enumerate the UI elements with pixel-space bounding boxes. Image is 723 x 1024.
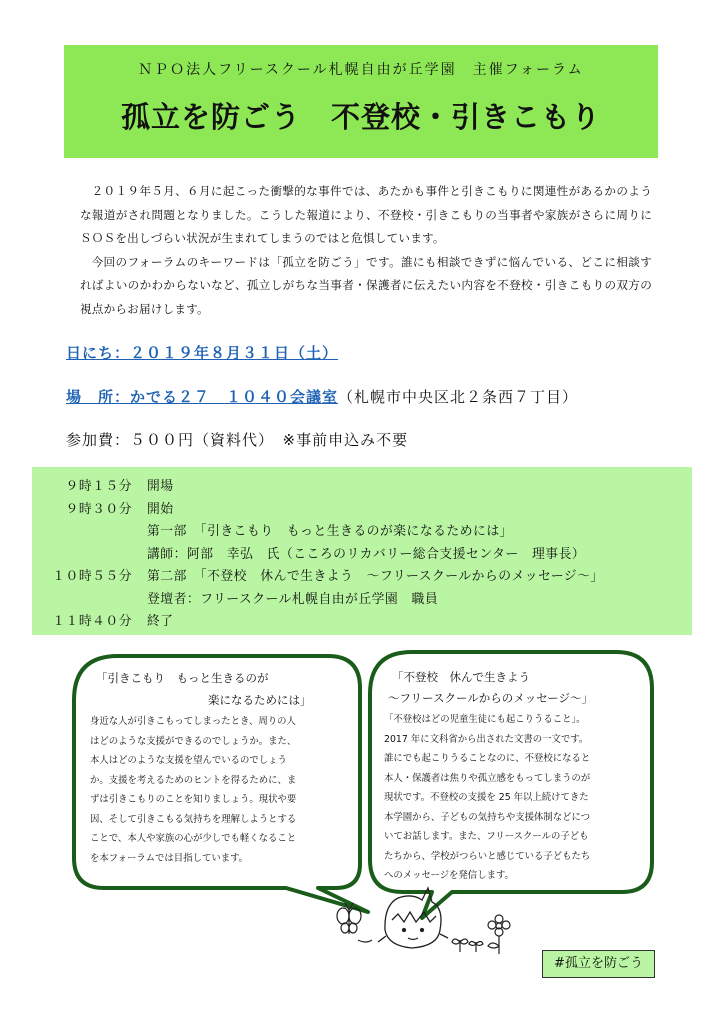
left-bubble-body	[90, 712, 358, 868]
schedule-desc: 第一部 「引きこもり もっと生きるのが楽になるためには」	[147, 524, 513, 539]
right-bubble-line: へのメッセージを発信します。	[384, 870, 514, 881]
left-bubble-line: 本人はどのような支援を望んでいるのでしょう	[90, 755, 287, 766]
schedule-desc: 開場	[147, 479, 174, 494]
schedule-desc: 開始	[147, 502, 174, 517]
right-bubble-line: たちから、学校がつらいと感じている子どもたち	[384, 850, 591, 862]
event-date-link[interactable]: 日にち：２０１９年８月３１日（土）	[66, 344, 339, 362]
event-venue-link[interactable]: 場 所：かでる２７ １０４０会議室	[66, 388, 339, 406]
hashtag-badge: #孤立を防ごう	[542, 950, 655, 978]
right-bubble-title-1: 「不登校 休んで生きよう	[392, 670, 530, 684]
right-bubble-title-2: ～フリースクールからのメッセージ～」	[388, 691, 594, 705]
right-bubble-line: いてお話します。また、フリースクールの子ども	[384, 831, 589, 842]
left-bubble-line: はどのような支援ができるのでしょうか。また、	[90, 735, 297, 747]
right-bubble-line: 誰にでも起こりうることなのに、不登校になると	[384, 753, 591, 764]
right-bubble-line: 現状です。不登校の支援を 25 年以上続けてきた	[384, 792, 589, 803]
forum-subtitle: ＮＰＯ法人フリースクール札幌自由が丘学園 主催フォーラム	[138, 62, 584, 78]
left-bubble-title-2: 楽になるためには」	[208, 693, 312, 707]
venue-address: （札幌市中央区北２条西７丁目）	[338, 388, 579, 406]
schedule-desc: 第二部 「不登校 休んで生きよう ～フリースクールからのメッセージ～」	[147, 569, 604, 584]
left-bubble-line: 因、そして引きこもる気持ちを理解しようとする	[90, 813, 297, 825]
schedule-desc: 終了	[147, 614, 174, 629]
schedule-desc: 登壇者：フリースクール札幌自由が丘学園 職員	[147, 592, 439, 607]
intro-paragraph: ２０１９年５月、６月に起こった衝撃的な事件では、あたかも事件と引きこもりに関連性があるかのような報道がされ問題となりました。こうした報道により、不登校・引きこもりの当事者や家族がさらに周りにＳＯＳを出しづらい状況が生まれてしまうのではと危惧しています。	[80, 184, 652, 245]
left-bubble-line: を本フォーラムでは目指しています。	[90, 852, 249, 864]
right-bubble-line: 2017 年に文科省から出された文書の一文です。	[384, 733, 589, 745]
schedule-time: １０時５５分	[52, 569, 132, 584]
event-fee: 参加費：５００円（資料代） ※事前申込み不要	[66, 431, 409, 449]
flower-icon	[488, 915, 510, 954]
forum-title: 孤立を防ごう 不登校・引きこもり	[120, 100, 601, 134]
left-bubble-title-1: 「引きこもり もっと生きるのが	[96, 671, 269, 685]
right-bubble-line: 本学園から、子どもの気持ちや支援体制などにつ	[384, 811, 591, 823]
schedule-time: ９時３０分	[65, 502, 132, 517]
sprout-icon	[452, 939, 483, 952]
left-bubble-line: ことで、本人や家族の心が少しでも軽くなること	[90, 833, 297, 844]
schedule-time: １１時４０分	[52, 614, 132, 629]
schedule-desc: 講師：阿部 幸弘 氏（こころのリカバリー総合支援センター 理事長）	[147, 547, 586, 562]
left-bubble-line: ずは引きこもりのことを知りましょう。現状や要	[90, 794, 297, 805]
left-bubble-line: 身近な人が引きこもってしまったとき、周りの人	[90, 716, 296, 727]
left-bubble-line: か。支援を考えるためのヒントを得るために、ま	[90, 774, 297, 786]
right-bubble-body	[384, 710, 646, 886]
right-bubble-line: 本人・保護者は焦りや孤立感をもってしまうのが	[384, 772, 591, 784]
intro-paragraph: 今回のフォーラムのキーワードは「孤立を防ごう」です。誰にも相談できずに悩んでいる、どこに相談すればよいのかわからないなど、孤立しがちな当事者・保護者に伝えたい内容を不登校・引きこもりの双方の視点からお届けします。	[80, 254, 652, 316]
right-bubble-line: 「不登校はどの児童生徒にも起こりうること」。	[384, 714, 586, 725]
schedule-time: ９時１５分	[65, 479, 132, 494]
